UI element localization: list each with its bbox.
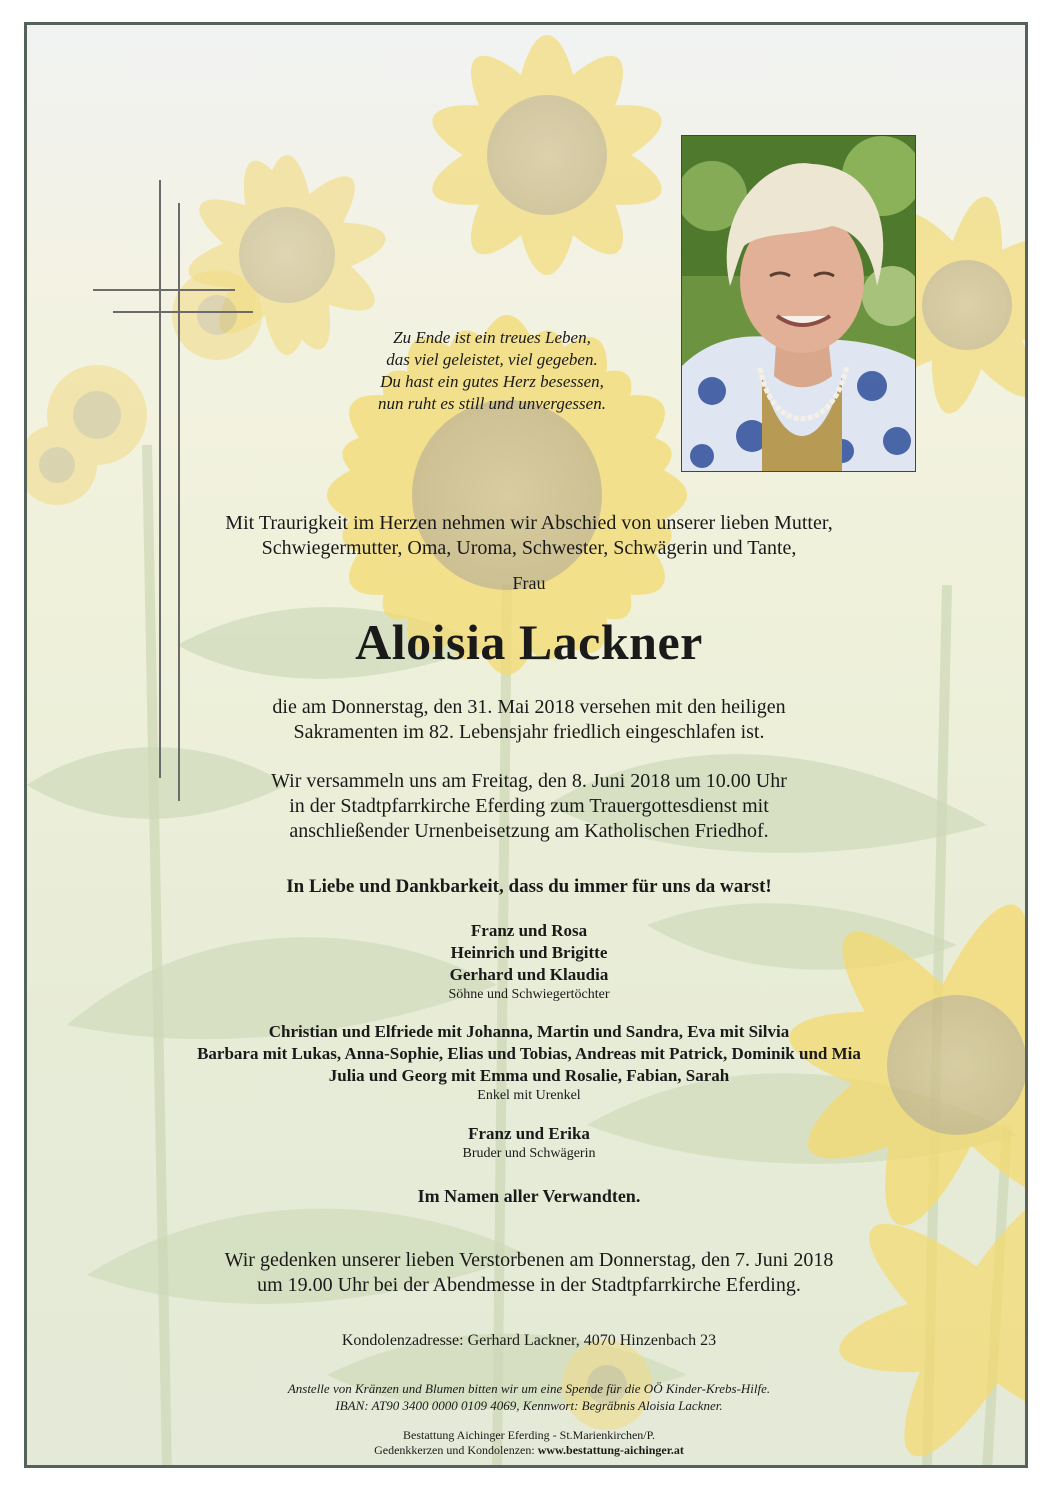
- mourner-role: Bruder und Schwägerin: [462, 1146, 596, 1161]
- intro-line: Schwiegermutter, Oma, Uroma, Schwester, Schwägerin und Tante,: [261, 537, 797, 559]
- mourner-names: Heinrich und Brigitte: [450, 943, 608, 962]
- undertaker-website-link[interactable]: www.bestattung-aichinger.at: [537, 1443, 684, 1457]
- mourner-role: Enkel mit Urenkel: [477, 1088, 581, 1103]
- mourner-names: Gerhard und Klaudia: [449, 965, 609, 984]
- donation-line: Anstelle von Kränzen und Blumen bitten wir um eine Spende für die OÖ Kinder-Krebs-Hilfe.: [287, 1381, 771, 1396]
- poem-line: nun ruht es still und unvergessen.: [378, 394, 606, 413]
- undertaker-name: Bestattung Aichinger Eferding - St.Marienkirchen/P.: [403, 1428, 655, 1442]
- mass-line: Wir gedenken unserer lieben Verstorbenen am Donnerstag, den 7. Juni 2018: [224, 1249, 834, 1271]
- funeral-line: in der Stadtpfarrkirche Eferding zum Trauergottesdienst mit: [289, 795, 769, 817]
- thanks-line: In Liebe und Dankbarkeit, dass du immer für uns da warst!: [286, 876, 772, 897]
- portrait-photo: [681, 135, 916, 472]
- salutation: Frau: [512, 573, 546, 593]
- intro-text: [27, 511, 1028, 561]
- condolence-address: Kondolenzadresse: Gerhard Lackner, 4070 Hinzenbach 23: [341, 1332, 717, 1349]
- mourner-names: Franz und Rosa: [470, 921, 588, 940]
- mass-line: um 19.00 Uhr bei der Abendmesse in der Stadtpfarrkirche Eferding.: [257, 1274, 801, 1296]
- poem-line: Zu Ende ist ein treues Leben,: [393, 328, 591, 347]
- donation-note: [27, 1380, 1028, 1414]
- memorial-poem: [327, 327, 657, 415]
- undertaker-website-label: Gedenkkerzen und Kondolenzen:: [374, 1443, 538, 1457]
- mourner-names: Franz und Erika: [468, 1124, 590, 1143]
- closing-line: Im Namen aller Verwandten.: [417, 1186, 641, 1206]
- obituary-frame: [24, 22, 1028, 1468]
- mourner-role: Söhne und Schwiegertöchter: [448, 987, 610, 1002]
- death-line: die am Donnerstag, den 31. Mai 2018 versehen mit den heiligen: [272, 696, 786, 718]
- mourner-names: Barbara mit Lukas, Anna-Sophie, Elias und Tobias, Andreas mit Patrick, Dominik und Mia: [197, 1044, 861, 1063]
- funeral-line: anschließender Urnenbeisetzung am Katholischen Friedhof.: [289, 820, 769, 842]
- memorial-mass: [27, 1248, 1028, 1298]
- intro-line: Mit Traurigkeit im Herzen nehmen wir Abschied von unserer lieben Mutter,: [225, 512, 833, 534]
- brother-group: [27, 1123, 1028, 1163]
- undertaker-info: [27, 1428, 1028, 1458]
- cross-vertical-line: [159, 180, 161, 778]
- death-notice: [27, 695, 1028, 745]
- funeral-line: Wir versammeln uns am Freitag, den 8. Juni 2018 um 10.00 Uhr: [271, 770, 787, 792]
- mourner-names: Julia und Georg mit Emma und Rosalie, Fabian, Sarah: [328, 1066, 730, 1085]
- poem-line: das viel geleistet, viel gegeben.: [386, 350, 598, 369]
- portrait-illustration: [682, 136, 916, 472]
- poem-line: Du hast ein gutes Herz besessen,: [380, 372, 604, 391]
- mourner-names: Christian und Elfriede mit Johanna, Martin und Sandra, Eva mit Silvia: [268, 1022, 790, 1041]
- funeral-details: [27, 769, 1028, 844]
- donation-line: IBAN: AT90 3400 0000 0109 4069, Kennwort: Begräbnis Aloisia Lackner.: [335, 1398, 723, 1413]
- deceased-name: Aloisia Lackner: [355, 614, 703, 670]
- sons-group: [27, 920, 1028, 1004]
- death-line: Sakramenten im 82. Lebensjahr friedlich eingeschlafen ist.: [293, 721, 765, 743]
- cross-horizontal-line-offset: [113, 311, 253, 313]
- grandchildren-group: [27, 1021, 1028, 1105]
- cross-horizontal-line: [93, 289, 235, 291]
